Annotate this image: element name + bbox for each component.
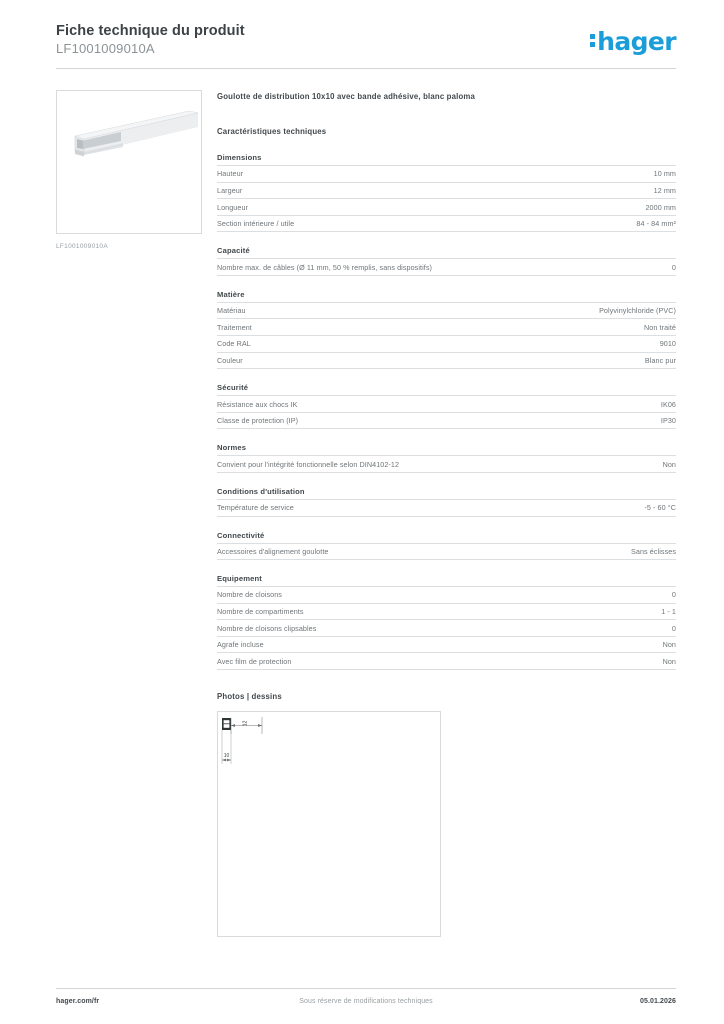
spec-value: Polyvinylchloride (PVC) [599, 306, 676, 316]
table-row [217, 396, 676, 413]
spec-value: Non [662, 640, 676, 650]
spec-label: Couleur [217, 356, 243, 366]
spec-group [217, 443, 676, 473]
spec-label: Nombre de cloisons clipsables [217, 623, 317, 633]
table-row [217, 259, 676, 276]
spec-group [217, 246, 676, 276]
spec-group-title: Conditions d'utilisation [217, 486, 305, 496]
spec-group [217, 574, 676, 670]
spec-label: Convient pour l'intégrité fonctionnelle selon DIN4102-12 [217, 459, 400, 469]
drawings-heading: Photos | dessins [217, 691, 282, 701]
spec-value: 12 mm [653, 185, 676, 195]
spec-group [217, 153, 676, 232]
product-description: Goulotte de distribution 10x10 avec bande adhésive, blanc paloma [217, 92, 476, 101]
spec-group-title: Normes [217, 443, 247, 453]
main-content [217, 92, 676, 937]
table-row [217, 182, 676, 199]
spec-value: IP30 [660, 416, 676, 426]
spec-value: Non [662, 656, 676, 666]
table-row [217, 636, 676, 653]
spec-group-title: Matière [217, 289, 245, 299]
spec-value: 2000 mm [645, 202, 676, 212]
table-row [217, 653, 676, 670]
table-row [217, 620, 676, 637]
spec-table [217, 165, 676, 232]
spec-value: -5 - 60 °C [644, 503, 676, 513]
table-row [217, 587, 676, 604]
spec-group-title: Sécurité [217, 383, 249, 393]
spec-label: Agrafe incluse [217, 640, 264, 650]
spec-group [217, 531, 676, 561]
product-image-frame[interactable] [56, 90, 202, 234]
logo-colon-icon [590, 34, 595, 48]
spec-label: Classe de protection (IP) [217, 416, 299, 426]
spec-group [217, 383, 676, 429]
spec-value: 0 [671, 623, 676, 633]
footer-date: 05.01.2026 [639, 998, 676, 1005]
spec-label: Accessoires d'alignement goulotte [217, 546, 329, 556]
dimension-label-horizontal: 12 [242, 720, 249, 727]
spec-value: Non [662, 459, 676, 469]
page-footer [56, 998, 676, 1012]
spec-value: 1 - 1 [661, 607, 676, 617]
spec-value: 84 - 84 mm² [636, 219, 676, 229]
spec-label: Longueur [217, 202, 249, 212]
spec-table [217, 395, 676, 429]
product-figure [56, 90, 202, 250]
logo-wordmark: hager [597, 26, 676, 56]
drawings-section [217, 692, 676, 937]
spec-table [217, 455, 676, 473]
spec-label: Section intérieure / utile [217, 219, 295, 229]
footer-disclaimer: Sous réserve de modifications techniques [299, 998, 433, 1005]
table-row [217, 603, 676, 620]
spec-table [217, 302, 676, 369]
spec-group-title: Equipement [217, 574, 262, 584]
technical-drawing-icon [218, 712, 440, 936]
footer-divider [56, 988, 676, 989]
spec-table [217, 258, 676, 276]
technical-drawing-frame[interactable] [217, 711, 441, 937]
table-row [217, 215, 676, 232]
page-title: Fiche technique du produit [56, 23, 245, 39]
table-row [217, 352, 676, 369]
dimension-label-vertical: 10 [223, 753, 230, 760]
spec-value: 10 mm [653, 169, 676, 179]
spec-table [217, 543, 676, 561]
spec-label: Code RAL [217, 339, 251, 349]
table-row [217, 302, 676, 319]
table-row [217, 336, 676, 353]
table-row [217, 499, 676, 516]
page-header [56, 22, 676, 74]
table-row [217, 166, 676, 183]
spec-group [217, 290, 676, 369]
spec-group-title: Connectivité [217, 530, 265, 540]
spec-table [217, 586, 676, 670]
spec-label: Largeur [217, 185, 243, 195]
technical-specs-heading: Caractéristiques techniques [217, 127, 327, 136]
spec-group-title: Dimensions [217, 153, 262, 162]
spec-value: 0 [671, 262, 676, 272]
spec-label: Résistance aux chocs IK [217, 399, 298, 409]
footer-website-link[interactable]: hager.com/fr [56, 998, 100, 1005]
spec-value: IK06 [660, 399, 676, 409]
product-photo-trunking-icon [61, 109, 199, 179]
spec-table [217, 499, 676, 517]
spec-value: 9010 [659, 339, 676, 349]
table-row [217, 543, 676, 560]
spec-value: Non traité [644, 322, 676, 332]
spec-label: Traitement [217, 322, 252, 332]
spec-value: 0 [671, 590, 676, 600]
product-image-caption: LF1001009010A [56, 243, 108, 250]
hager-logo[interactable] [590, 28, 676, 54]
table-row [217, 456, 676, 473]
spec-value: Blanc pur [644, 356, 676, 366]
table-row [217, 412, 676, 429]
header-divider [56, 68, 676, 69]
spec-label: Nombre max. de câbles (Ø 11 mm, 50 % remplis, sans dispositifs) [217, 262, 433, 272]
spec-label: Hauteur [217, 169, 244, 179]
spec-value: Sans éclisses [631, 546, 676, 556]
table-row [217, 199, 676, 216]
spec-group-title: Capacité [217, 246, 250, 256]
spec-label: Matériau [217, 306, 246, 316]
spec-label: Nombre de cloisons [217, 590, 282, 600]
spec-label: Nombre de compartiments [217, 607, 304, 617]
page-subtitle-article-number: LF1001009010A [56, 41, 155, 56]
table-row [217, 319, 676, 336]
spec-label: Avec film de protection [217, 656, 292, 666]
spec-label: Température de service [217, 503, 294, 513]
spec-group [217, 487, 676, 517]
spec-groups-container [217, 153, 676, 670]
